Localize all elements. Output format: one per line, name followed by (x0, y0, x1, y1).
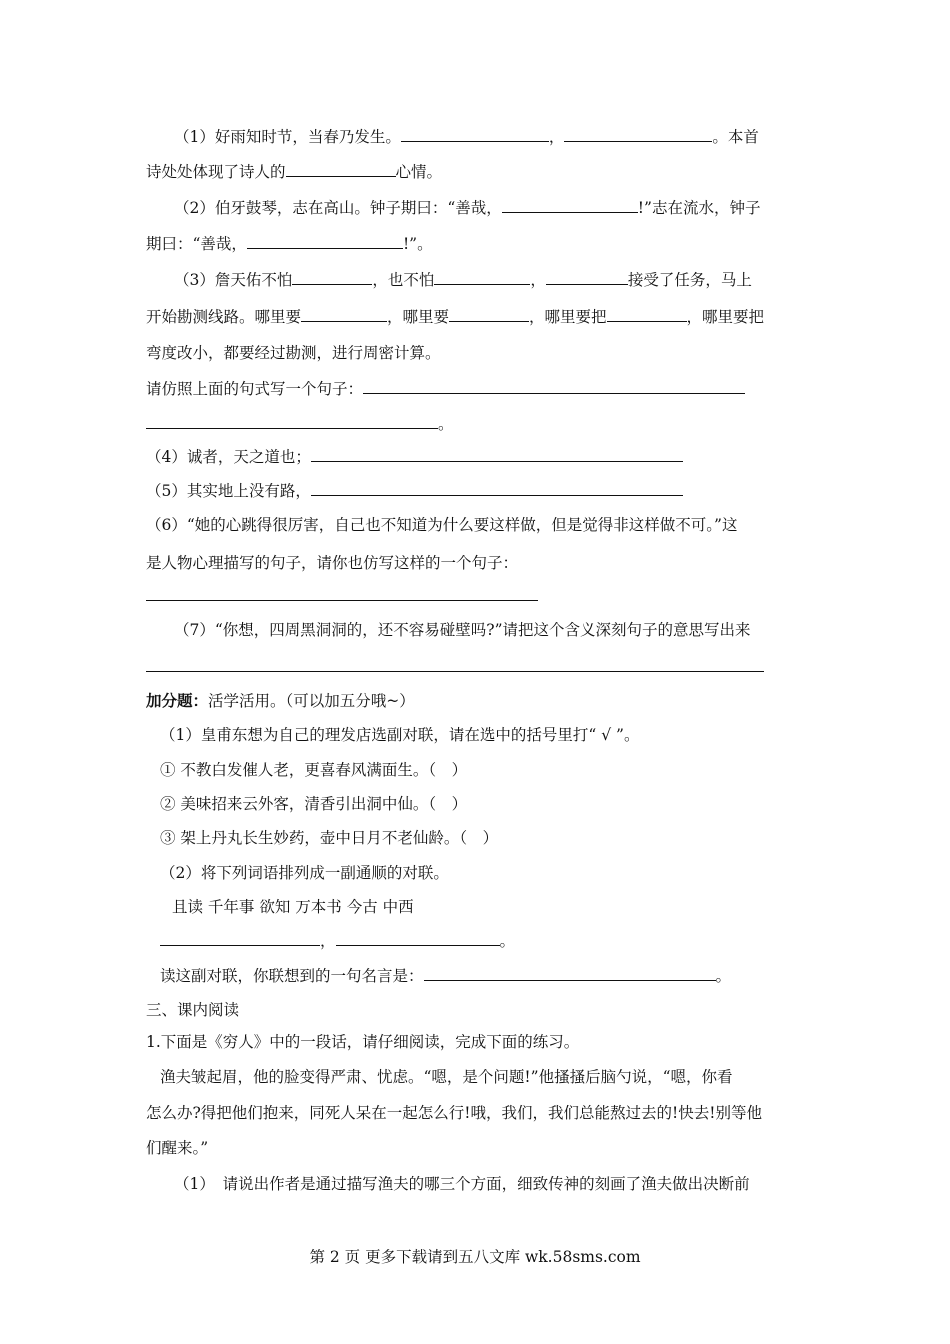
q3-blank-2[interactable] (434, 270, 530, 285)
q1-line1 (174, 126, 759, 148)
q6-line2: 是人物心理描写的句子，请你也仿写这样的一个句子： (146, 554, 519, 572)
q2-line2-post: !”。 (402, 235, 433, 253)
q4-label: （4）诚者，天之道也； (146, 448, 311, 466)
section3-para-line3: 们醒来。” (146, 1139, 209, 1157)
q3-blank-5[interactable] (449, 307, 529, 322)
q3-blank-4[interactable] (301, 307, 387, 322)
q3-imitate-line2 (146, 413, 454, 435)
q3-line1 (174, 269, 752, 291)
q2-blank-2[interactable] (247, 234, 403, 249)
q1-line2-pre: 诗处处体现了诗人的 (146, 163, 286, 181)
q1-label: （1）好雨知时节，当春乃发生。 (174, 128, 401, 146)
bonus-proverb-label: 读这副对联，你联想到的一句名言是： (160, 967, 424, 985)
q3-imitate-end: 。 (438, 415, 454, 433)
q6-line1: （6）“她的心跳得很厉害，自己也不知道为什么要这样做，但是觉得非这样做不可。”这 (146, 516, 738, 534)
q3-imitate (146, 378, 745, 400)
q1-blank-3[interactable] (286, 162, 396, 177)
page-footer: 第 2 页 更多下载请到五八文库 wk.58sms.com (309, 1248, 641, 1266)
bonus-proverb-line (160, 965, 731, 987)
q3-line2 (146, 306, 764, 328)
q3-imitate-label: 请仿照上面的句式写一个句子： (146, 380, 364, 398)
bonus-proverb-blank[interactable] (424, 966, 716, 981)
q7-line1: （7）“你想，四周黑洞洞的，还不容易碰壁吗?”请把这个含义深刻句子的意思写出来 (174, 621, 751, 639)
q5-line (146, 480, 683, 502)
bonus-proverb-end: 。 (715, 967, 732, 985)
q1-line2-post: 心情。 (395, 163, 443, 181)
bonus-sub1: （1）皇甫东想为自己的理发店选副对联，请在选中的括号里打“ √ ”。 (160, 726, 640, 744)
q2-blank-1[interactable] (502, 198, 638, 213)
bonus-option-2[interactable]: ② 美味招来云外客，清香引出洞中仙。（ ） (160, 795, 468, 813)
bonus-words: 且读 千年事 欲知 万本书 今古 中西 (172, 898, 414, 916)
q3-line2-p3: ，哪里要把 (686, 308, 765, 326)
q4-line (146, 446, 683, 468)
q1-blank-1[interactable] (401, 127, 549, 142)
q6-answer-blank[interactable] (146, 600, 538, 601)
q1-tail: 。本首 (712, 128, 759, 146)
bonus-couplet-end: 。 (499, 932, 516, 950)
bonus-couplet-blank-1[interactable] (160, 931, 320, 946)
q3-p2: ， (530, 271, 546, 289)
section3-q1-intro: 1.下面是《穷人》中的一段话，请仔细阅读，完成下面的练习。 (146, 1033, 580, 1051)
q3-p3: 接受了任务，马上 (627, 271, 752, 289)
q3-blank-1[interactable] (292, 270, 372, 285)
q2-mid: !”志在流水，钟子 (637, 199, 761, 217)
bonus-couplet-line (160, 930, 515, 952)
q4-blank[interactable] (311, 447, 683, 462)
q7-answer-blank[interactable] (146, 671, 764, 672)
bonus-couplet-comma: ， (320, 932, 336, 950)
q1-comma: ， (548, 128, 565, 146)
q5-blank[interactable] (311, 481, 683, 496)
bonus-option-3[interactable]: ③ 架上丹丸长生妙药，壶中日月不老仙龄。（ ） (160, 829, 499, 847)
bonus-option-1[interactable]: ① 不教白发催人老，更喜春风满面生。（ ） (160, 761, 468, 779)
bonus-desc: 活学活用。（可以加五分哦~） (208, 692, 415, 710)
q5-label: （5）其实地上没有路， (146, 482, 311, 500)
q3-line2-p2: ，哪里要把 (529, 308, 607, 326)
q3-imitate-blank-2[interactable] (146, 414, 438, 429)
q3-label: （3）詹天佑不怕 (174, 271, 293, 289)
q2-line2 (146, 233, 433, 255)
section3-para-line2: 怎么办?得把他们抱来，同死人呆在一起怎么行!哦，我们，我们总能熬过去的!快去!别等他 (146, 1104, 762, 1122)
q2-line2-pre: 期曰：“善哉， (146, 235, 247, 253)
q1-blank-2[interactable] (564, 127, 712, 142)
q2-label: （2）伯牙鼓琴，志在高山。钟子期曰：“善哉， (174, 199, 502, 217)
section3-sub1: （1） 请说出作者是通过描写渔夫的哪三个方面，细致传神的刻画了渔夫做出决断前 (174, 1175, 750, 1193)
section3-para-line1: 渔夫皱起眉，他的脸变得严肃、忧虑。“嗯，是个问题!”他搔搔后脑勺说，“嗯，你看 (160, 1068, 733, 1086)
bonus-sub2: （2）将下列词语排列成一副通顺的对联。 (160, 864, 449, 882)
section3-title: 三、课内阅读 (146, 1001, 240, 1019)
q3-line2-pre: 开始勘测线路。哪里要 (146, 308, 302, 326)
q3-blank-3[interactable] (546, 270, 628, 285)
q3-p1: ，也不怕 (372, 271, 435, 289)
bonus-heading (146, 690, 415, 712)
bonus-title: 加分题： (146, 691, 209, 710)
q2-line1 (174, 197, 760, 219)
bonus-couplet-blank-2[interactable] (336, 931, 500, 946)
q3-blank-6[interactable] (607, 307, 687, 322)
q3-line2-p1: ，哪里要 (387, 308, 450, 326)
q3-line3: 弯度改小，都要经过勘测，进行周密计算。 (146, 344, 441, 362)
q3-imitate-blank-1[interactable] (363, 379, 745, 394)
q1-line2 (146, 161, 442, 183)
